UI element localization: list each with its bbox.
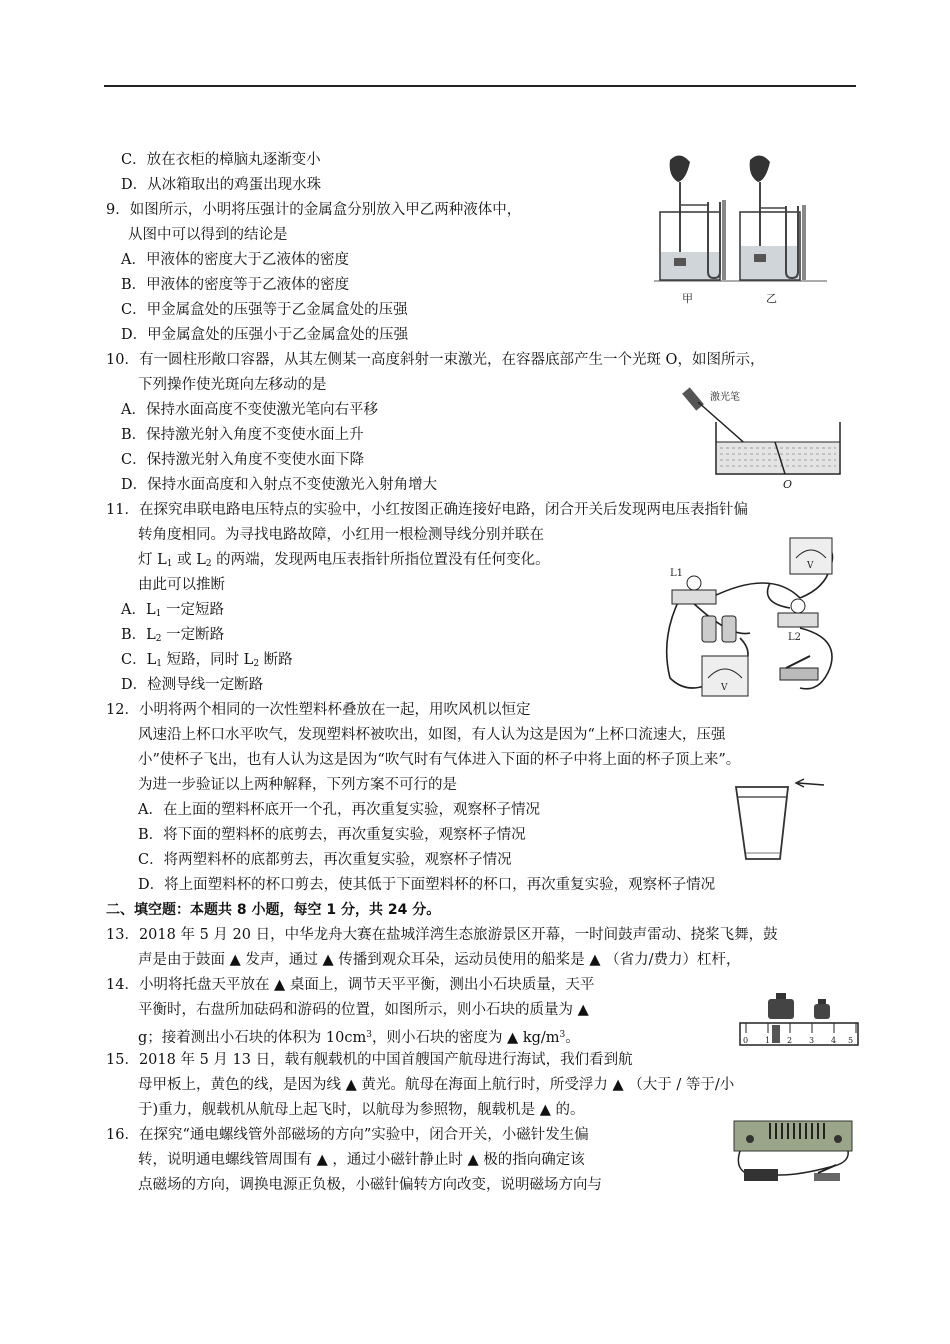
ruler-tick-5: 5 <box>848 1036 854 1045</box>
q9-option-d: D．甲金属盒处的压强小于乙金属盒处的压强 <box>121 327 409 343</box>
header-rule <box>104 85 856 87</box>
q15-stem-3: 于)重力，舰载机从航母上起飞时，以航母为参照物，舰载机是 ▲ 的。 <box>138 1102 585 1118</box>
q9-option-b: B．甲液体的密度等于乙液体的密度 <box>121 277 350 293</box>
q12-stem-3: 小”使杯子飞出，也有人认为这是因为“吹气时有气体进入下面的杯子中将上面的杯子顶上来”。 <box>138 752 741 768</box>
ruler-tick-1: 1 <box>765 1036 771 1045</box>
q14-stem: 14．小明将托盘天平放在 ▲ 桌面上，调节天平平衡，测出小石块质量，天平 <box>106 977 595 993</box>
q9-stem-2: 从图中可以得到的结论是 <box>128 227 288 243</box>
q12-option-c: C．将两塑料杯的底都剪去，再次重复实验，观察杯子情况 <box>138 852 512 868</box>
cups-figure <box>726 775 831 867</box>
pressure-gauge-figure <box>652 150 857 315</box>
q14-stem-3: g；接着测出小石块的体积为 $10cm^3$，则小石块的密度为 ▲ $kg/m^3$。 <box>138 1030 580 1046</box>
q13-stem: 13．2018 年 5 月 20 日，中华龙舟大赛在盐城洋湾生态旅游景区开幕，一时间鼓声雷动、挠桨飞舞，鼓 <box>106 927 778 943</box>
ruler-tick-0: 0 <box>743 1036 749 1045</box>
q16-stem-3: 点磁场的方向，调换电源正负极，小磁针偏转方向改变，说明磁场方向与 <box>138 1177 602 1193</box>
q10-option-b: B．保持激光射入角度不变使水面上升 <box>121 427 364 443</box>
label-spot-o: O <box>783 478 793 491</box>
q12-stem-4: 为进一步验证以上两种解释，下列方案不可行的是 <box>138 777 457 793</box>
q9-option-c: C．甲金属盒处的压强等于乙金属盒处的压强 <box>121 302 408 318</box>
q10-stem: 10．有一圆柱形敞口容器，从其左侧某一高度斜射一束激光，在容器底部产生一个光斑 O，如图所示， <box>106 352 765 368</box>
q11-stem-3: 灯 $L_1$ 或 $L_2$ 的两端，发现两电压表指针所指位置没有任何变化。 <box>138 552 550 569</box>
q11-option-b: B．$L_2$ 一定断路 <box>121 627 225 644</box>
q14-stem-2: 平衡时，右盘所加砝码和游码的位置，如图所示，则小石块的质量为 ▲ <box>138 1002 589 1018</box>
label-laser-pen: 激光笔 <box>710 392 740 403</box>
label-voltmeter-1: V <box>807 561 814 571</box>
q12-stem-2: 风速沿上杯口水平吹气，发现塑料杯被吹出，如图，有人认为这是因为“上杯口流速大，压强 <box>138 727 726 743</box>
q12-option-d: D．将上面塑料杯的杯口剪去，使其低于下面塑料杯的杯口，再次重复实验，观察杯子情况 <box>138 877 716 893</box>
circuit-figure <box>650 528 850 708</box>
q10-option-d: D．保持水面高度和入射点不变使激光入射角增大 <box>121 477 438 493</box>
q15-stem: 15．2018 年 5 月 13 日，载有舰载机的中国首艘国产航母进行海试，我们看到航 <box>106 1052 633 1068</box>
q16-stem-2: 转，说明通电螺线管周围有 ▲ ，通过小磁针静止时 ▲ 极的指向确定该 <box>138 1152 585 1168</box>
q10-option-c: C．保持激光射入角度不变使水面下降 <box>121 452 365 468</box>
q8-option-d: D．从冰箱取出的鸡蛋出现水珠 <box>121 177 322 193</box>
q11-stem: 11．在探究串联电路电压特点的实验中，小红按图正确连接好电路，闭合开关后发现两电压表指针偏 <box>106 502 748 518</box>
q16-stem: 16．在探究“通电螺线管外部磁场的方向”实验中，闭合开关，小磁针发生偏 <box>106 1127 589 1143</box>
q9-option-a: A．甲液体的密度大于乙液体的密度 <box>121 252 349 268</box>
q8-option-c: C．放在衣柜的樟脑丸逐渐变小 <box>121 152 321 168</box>
q10-option-a: A．保持水面高度不变使激光笔向右平移 <box>121 402 378 418</box>
q11-option-d: D．检测导线一定断路 <box>121 677 264 693</box>
q11-option-a: A．$L_1$ 一定短路 <box>121 602 224 619</box>
laser-container-figure <box>680 382 855 494</box>
ruler-tick-4: 4 <box>831 1036 837 1045</box>
label-yi: 乙 <box>766 292 777 305</box>
label-l1: L1 <box>670 568 684 579</box>
section-2-title: 二、填空题：本题共 8 小题，每空 1 分，共 24 分。 <box>106 902 441 918</box>
balance-weights-figure <box>738 985 862 1055</box>
q10-stem-2: 下列操作使光斑向左移动的是 <box>138 377 327 393</box>
q11-stem-2: 转角度相同。为寻找电路故障，小红用一根检测导线分别并联在 <box>138 527 544 543</box>
label-jia: 甲 <box>682 292 693 305</box>
q12-option-b: B．将下面的塑料杯的底剪去，再次重复实验，观察杯子情况 <box>138 827 526 843</box>
q13-stem-2: 声是由于鼓面 ▲ 发声，通过 ▲ 传播到观众耳朵，运动员使用的船桨是 ▲ （省力/费力）杠杆， <box>138 952 741 968</box>
q11-stem-4: 由此可以推断 <box>138 577 225 593</box>
ruler-tick-3: 3 <box>809 1036 815 1045</box>
label-voltmeter-2: V <box>721 683 728 693</box>
q9-stem: 9．如图所示，小明将压强计的金属盒分别放入甲乙两种液体中， <box>106 202 522 218</box>
q12-stem: 12．小明将两个相同的一次性塑料杯叠放在一起，用吹风机以恒定 <box>106 702 531 718</box>
q15-stem-2: 母甲板上，黄色的线，是因为线 ▲ 黄光。航母在海面上航行时，所受浮力 ▲ （大于 / 等于/小 <box>138 1077 735 1093</box>
solenoid-figure <box>730 1115 858 1195</box>
label-l2: L2 <box>788 632 802 643</box>
ruler-tick-2: 2 <box>787 1036 793 1045</box>
q11-option-c: C．$L_1$ 短路，同时 $L_2$ 断路 <box>121 652 293 669</box>
q12-option-a: A．在上面的塑料杯底开一个孔，再次重复实验，观察杯子情况 <box>138 802 540 818</box>
